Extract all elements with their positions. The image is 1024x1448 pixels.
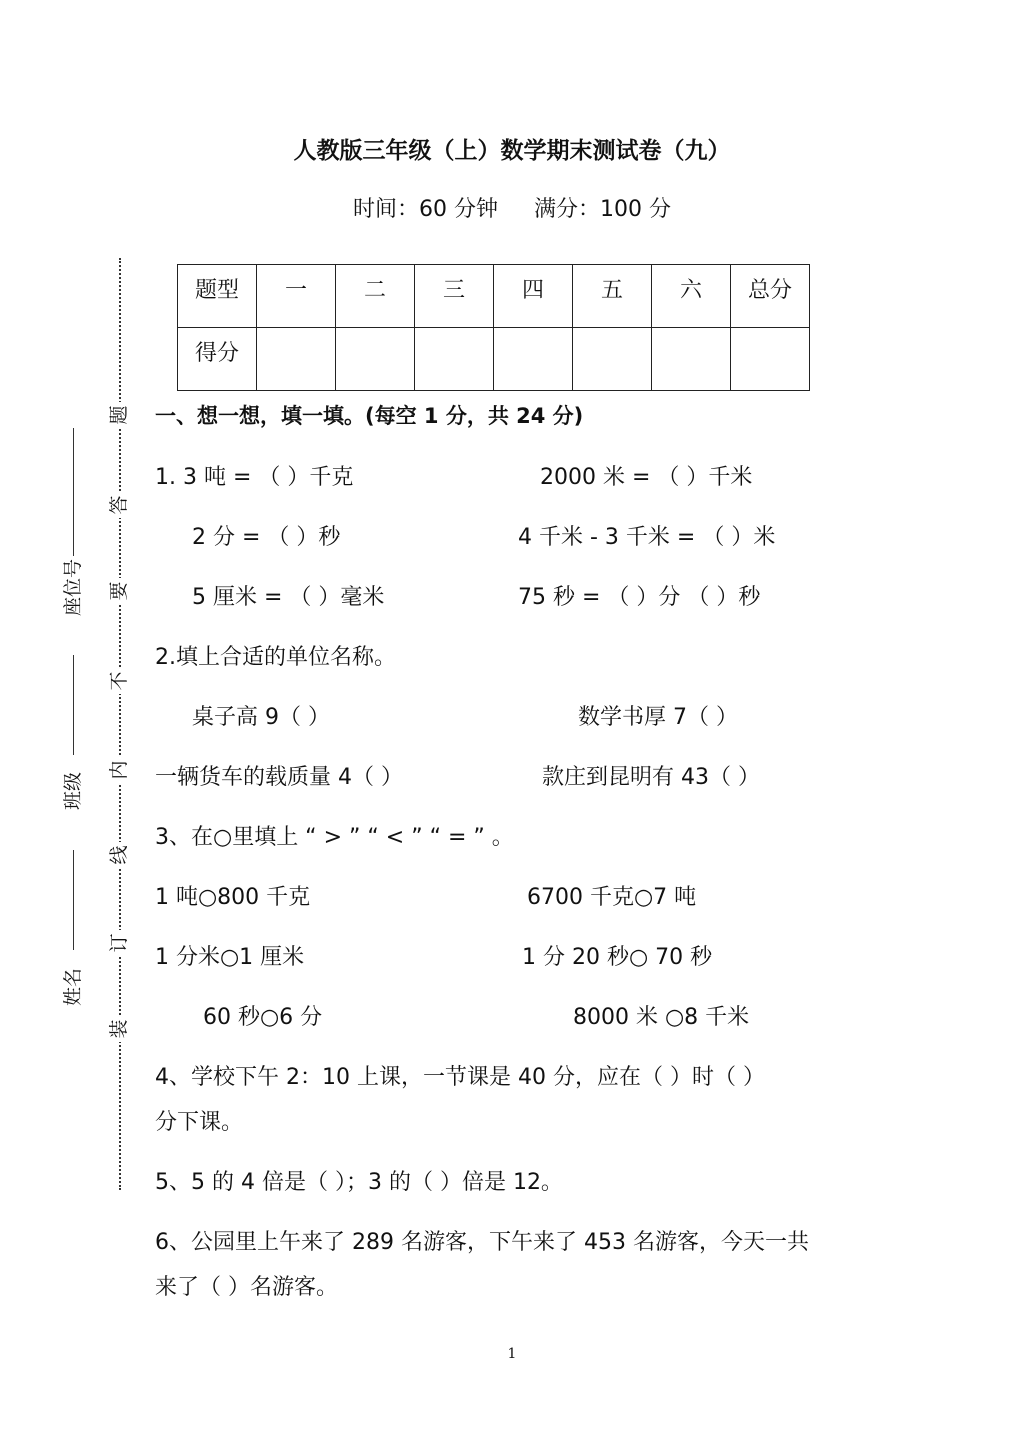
section-1-heading: 一、想一想，填一填。(每空 1 分，共 24 分) — [155, 404, 584, 428]
score-table — [177, 264, 810, 391]
question-3-title: 3、在○里填上 “ > ” “ < ” “ = ” 。 — [155, 825, 514, 850]
page-title: 人教版三年级（上）数学期末测试卷（九） — [293, 138, 731, 164]
header-cell-2: 二 — [336, 265, 415, 328]
time-label: 时间：60 分钟 — [353, 197, 498, 222]
question-6-line2: 来了（ ）名游客。 — [155, 1275, 338, 1300]
header-cell-total: 总分 — [731, 265, 810, 328]
score-table-header-row — [178, 265, 810, 328]
question-2b: 数学书厚 7（ ） — [578, 705, 738, 730]
question-1e: 5 厘米 = （ ）毫米 — [192, 585, 385, 610]
score-cell-6[interactable] — [652, 328, 731, 391]
score-cell-4[interactable] — [494, 328, 573, 391]
question-2-title: 2.填上合适的单位名称。 — [155, 645, 396, 670]
question-3a: 1 吨○800 千克 — [155, 885, 311, 910]
score-cell-total[interactable] — [731, 328, 810, 391]
header-cell-3: 三 — [415, 265, 494, 328]
header-cell-1: 一 — [257, 265, 336, 328]
score-cell-5[interactable] — [573, 328, 652, 391]
score-cell-2[interactable] — [336, 328, 415, 391]
question-1d: 4 千米 - 3 千米 = （ ）米 — [518, 525, 776, 550]
header-cell-type: 题型 — [178, 265, 257, 328]
page-number: 1 — [507, 1346, 517, 1362]
header-cell-4: 四 — [494, 265, 573, 328]
question-3d: 1 分 20 秒○ 70 秒 — [522, 945, 713, 970]
margin-char: 订 — [106, 930, 132, 956]
question-3c: 1 分米○1 厘米 — [155, 945, 305, 970]
question-1a: 1. 3 吨 = （ ）千克 — [155, 465, 354, 490]
name-blank[interactable] — [73, 850, 74, 950]
question-2a: 桌子高 9（ ） — [192, 705, 330, 730]
name-label: 姓名 — [62, 967, 84, 1006]
header-cell-5: 五 — [573, 265, 652, 328]
margin-char: 题 — [106, 402, 132, 428]
full-score-label: 满分：100 分 — [534, 197, 671, 222]
margin-char: 不 — [106, 668, 132, 694]
score-table-score-row — [178, 328, 810, 391]
margin-char: 内 — [106, 757, 132, 783]
question-3b: 6700 千克○7 吨 — [527, 885, 697, 910]
score-cell-1[interactable] — [257, 328, 336, 391]
question-3f: 8000 米 ○8 千米 — [573, 1005, 750, 1030]
question-5: 5、5 的 4 倍是（ ）；3 的（ ）倍是 12。 — [155, 1170, 563, 1195]
score-row-label: 得分 — [178, 328, 257, 391]
header-cell-6: 六 — [652, 265, 731, 328]
question-1b: 2000 米 = （ ）千米 — [540, 465, 753, 490]
question-2c: 一辆货车的载质量 4（ ） — [155, 765, 403, 790]
score-cell-3[interactable] — [415, 328, 494, 391]
binding-dotted-line — [119, 258, 121, 1190]
class-label: 班级 — [62, 771, 84, 810]
margin-char: 装 — [106, 1016, 132, 1042]
class-blank[interactable] — [73, 655, 74, 755]
margin-char: 要 — [106, 578, 132, 604]
seat-number-label: 座位号 — [62, 558, 84, 616]
seat-number-blank[interactable] — [73, 428, 74, 556]
question-4-line2: 分下课。 — [155, 1110, 244, 1135]
margin-char: 线 — [106, 842, 132, 868]
exam-info — [0, 192, 1024, 223]
question-1f: 75 秒 = （ ）分 （ ）秒 — [518, 585, 761, 610]
question-4-line1: 4、学校下午 2：10 上课，一节课是 40 分，应在（ ）时（ ） — [155, 1065, 765, 1090]
question-2d: 款庄到昆明有 43（ ） — [542, 765, 760, 790]
question-3e: 60 秒○6 分 — [203, 1005, 323, 1030]
question-1c: 2 分 = （ ）秒 — [192, 525, 341, 550]
question-6-line1: 6、公园里上午来了 289 名游客，下午来了 453 名游客，今天一共 — [155, 1230, 809, 1255]
margin-char: 答 — [106, 492, 132, 518]
